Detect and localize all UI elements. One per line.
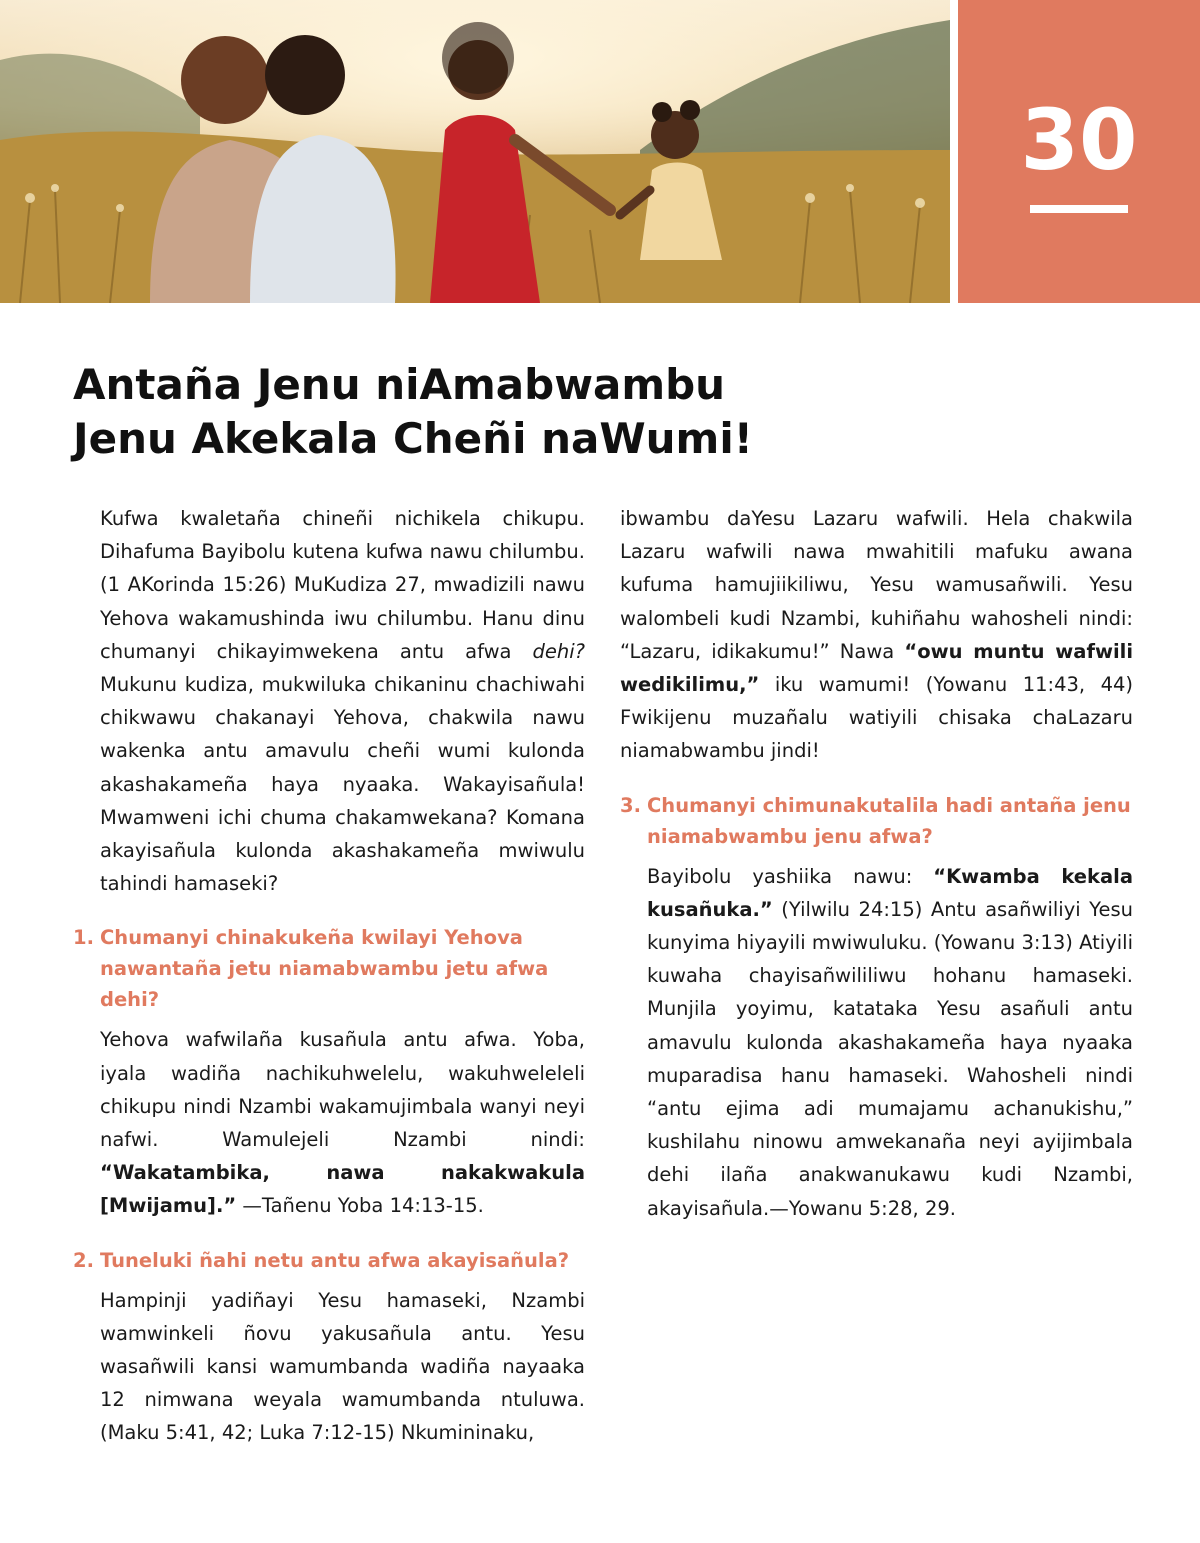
answer-3-bold-quote: “Kwamba kekala kusañuka.” xyxy=(647,864,1133,921)
answer-2-paragraph xyxy=(100,1284,585,1450)
question-1-number: 1. xyxy=(73,926,94,950)
answer-2-text-2: iku wamumi! (Yowanu 11:43, 44) Fwikijenu muzañalu watiyili chisaka chaLazaru niamabwambu jindi! xyxy=(620,673,1133,763)
question-3-number: 3. xyxy=(620,793,641,817)
answer-2-text-continued: ibwambu daYesu Lazaru wafwili. Hela chakwila Lazaru wafwili nawa mwahitili mafuku awana kufuma hamujiikiliwu, Yesu wamusañwili. Yesu walombeli kudi Nzambi, kuhiñahu wahosheli nindi: “Lazaru, idikakumu!” Nawa xyxy=(620,507,1133,663)
answer-2-text-1: Hampinji yadiñayi Yesu hamaseki, Nzambi wamwinkeli ñovu yakusañula antu. Yesu wasañwili kansi wamumbanda wadiña nayaaka 12 nimwana weyala wamumbanda ntuluwa. (Maku 5:41, 42; Luka 7:12-15) Nkumininaku, xyxy=(100,1288,585,1445)
lesson-title-line-2: Jenu Akekala Cheñi naWumi! xyxy=(73,414,753,463)
question-2-heading xyxy=(73,1245,585,1276)
question-2-text: Tuneluki ñahi netu antu afwa akayisañula? xyxy=(100,1248,570,1272)
lesson-title-line-1: Antaña Jenu niAmabwambu xyxy=(73,360,726,409)
family-in-field-illustration xyxy=(0,0,950,303)
answer-1-text-1: Yehova wafwilaña kusañula antu afwa. Yoba, iyala wadiña nachikuhwelelu, wakuhweleleli chikupu nindi Nzambi wakamujimbala wanyi neyi nafwi. Wamulejeli Nzambi nindi: xyxy=(100,1028,585,1152)
chapter-number: 30 xyxy=(1020,91,1138,189)
answer-1-text-2: —Tañenu Yoba 14:13-15. xyxy=(236,1194,484,1218)
answer-3-text-1: Bayibolu yashiika nawu: xyxy=(647,864,934,888)
answer-2-bold-quote: “owu muntu wafwili wedikilimu,” xyxy=(620,639,1134,697)
left-column xyxy=(73,502,585,1472)
question-3-text: Chumanyi chimunakutalila hadi antaña jenu niamabwambu jenu afwa? xyxy=(647,793,1131,848)
question-3-heading xyxy=(620,790,1133,852)
question-1-text: Chumanyi chinakukeña kwilayi Yehova nawantaña jetu niamabwambu jetu afwa dehi? xyxy=(100,926,549,1012)
intro-text-2: Mukunu kudiza, mukwiluka chikaninu chachiwahi chikwawu chakanayi Yehova, chakwila nawu wakenka antu amavulu cheñi wumi kulonda akashakameña haya nyaaka. Wakayisañula! Mwamweni ichi chuma chakamwekana? Komana akayisañula kulonda akashakameña mwiwulu tahindi hamaseki? xyxy=(100,673,585,896)
answer-3-paragraph xyxy=(647,860,1133,1225)
answer-2-continued xyxy=(620,502,1133,768)
intro-paragraph xyxy=(100,502,585,900)
chapter-number-block xyxy=(958,0,1200,303)
right-column xyxy=(620,502,1133,1247)
lesson-title xyxy=(73,358,973,466)
header-photo xyxy=(0,0,950,303)
answer-1-bold-quote: “Wakatambika, nawa nakakwakula [Mwijamu].” xyxy=(100,1161,585,1218)
chapter-number-underline xyxy=(1030,205,1128,213)
question-2-number: 2. xyxy=(73,1248,94,1272)
answer-1-paragraph xyxy=(100,1023,585,1222)
question-1-heading xyxy=(73,922,585,1015)
answer-3-text-2: (Yilwilu 24:15) Antu asañwiliyi Yesu kunyima hiyayili mwiwuluku. (Yowanu 3:13) Atiyili kuwaha chayisañwililiwu hohanu hamaseki. Munjila yoyimu, katataka Yesu asañuli antu amavulu kulonda akashakameña haya nyaaka muparadisa hanu hamaseki. Wahosheli nindi “antu ejima adi mumajamu achanukishu,” kushilahu ninowu amwekanaña neyi ayijimbala dehi ilaña anakwanukawu kudi Nzambi, akayisañula.—Yowanu 5:28, 29. xyxy=(647,897,1133,1220)
intro-text-1: Kufwa kwaletaña chineñi nichikela chikupu. Dihafuma Bayibolu kutena kufwa nawu chilumbu. (1 AKorinda 15:26) MuKudiza 27, mwadizili nawu Yehova wakamushinda iwu chilumbu. Hanu dinu chumanyi chikayimwekena antu afwa xyxy=(100,507,585,663)
intro-italic-text: dehi? xyxy=(532,639,585,663)
